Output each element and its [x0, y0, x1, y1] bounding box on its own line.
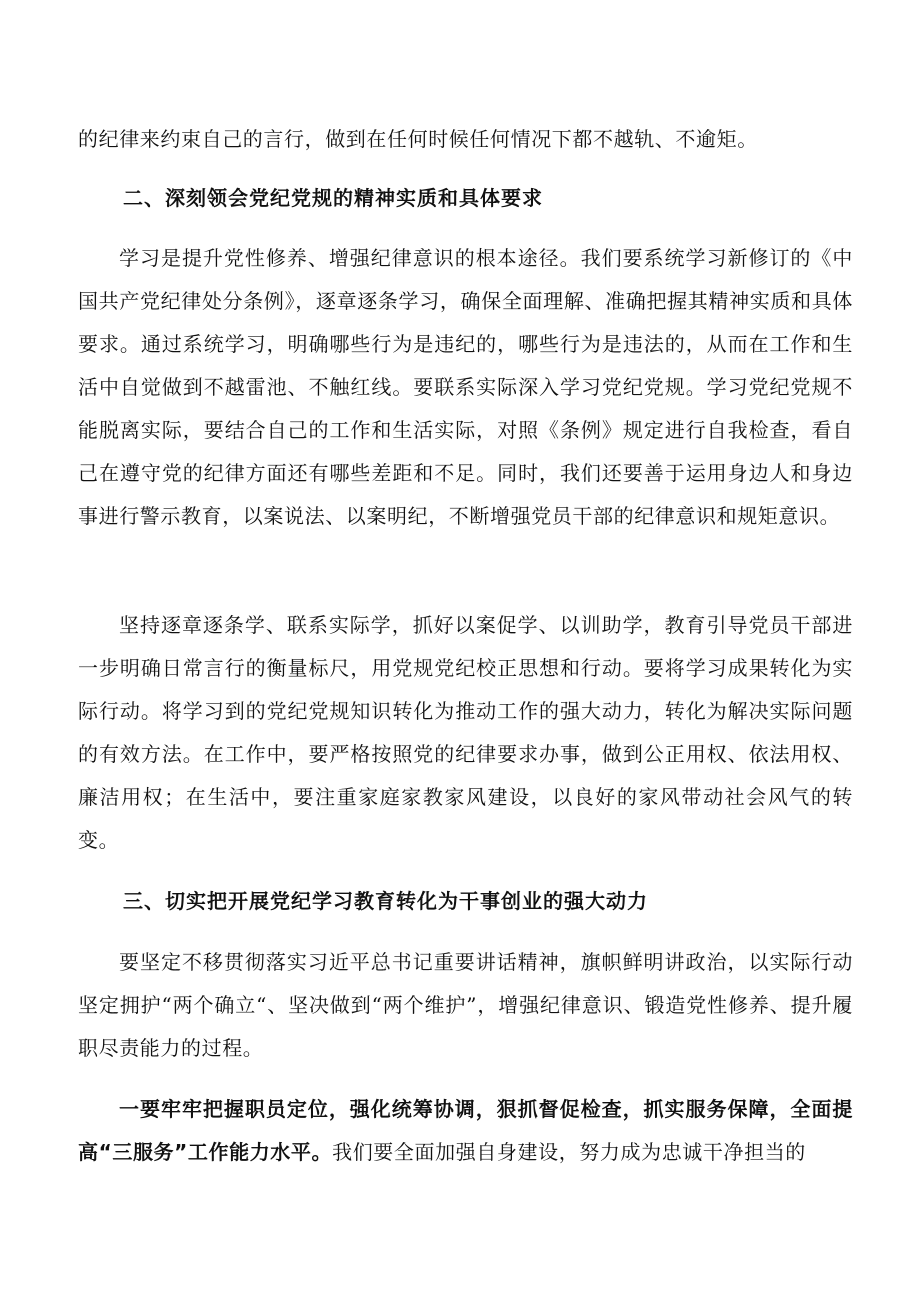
section-heading-2: 二、深刻领会党纪党规的精神实质和具体要求 — [123, 186, 543, 210]
section-heading-3: 三、切实把开展党纪学习教育转化为干事创业的强大动力 — [123, 889, 648, 913]
body-paragraph: 坚持逐章逐条学、联系实际学，抓好以案促学、以训助学，教育引导党员干部进一步明确日常言行的衡量标尺，用党规党纪校正思想和行动。要将学习成果转化为实际行动。将学习到的党纪党规知识转化为推动工作的强大动力，转化为解决实际问题的有效方法。在工作中，要严格按照党的纪律要求办事，做到公正用权、依法用权、廉洁用权；在生活中，要注重家庭家教家风建设，以良好的家风带动社会风气的转变。 — [78, 613, 853, 852]
paragraph-continuation-text: 我们要全面加强自身建设，努力成为忠诚干净担当的 — [332, 1140, 806, 1164]
body-paragraph: 学习是提升党性修养、增强纪律意识的根本途径。我们要系统学习新修订的《中国共产党纪律处分条例》，逐章逐条学习，确保全面理解、准确把握其精神实质和具体要求。通过系统学习，明确哪些行为是违纪的，哪些行为是违法的，从而在工作和生活中自觉做到不越雷池、不触红线。要联系实际深入学习党纪党规。学习党纪党规不能脱离实际，要结合自己的工作和生活实际，对照《条例》规定进行自我检查，看自己在遵守党的纪律方面还有哪些差距和不足。同时，我们还要善于运用身边人和身边事进行警示教育，以案说法、以案明纪，不断增强党员干部的纪律意识和规矩意识。 — [78, 246, 853, 528]
bold-lead-sentence: 一要牢牢把握职员定位，强化统筹协调，狠抓督促检查，抓实服务保障，全面提高“三服务”工作能力水平。 — [78, 1097, 853, 1164]
body-paragraph: 要坚定不移贯彻落实习近平总书记重要讲话精神，旗帜鲜明讲政治，以实际行动坚定拥护“两个确立“、坚决做到“两个维护”，增强纪律意识、锻造党性修养、提升履职尽责能力的过程。 — [78, 950, 853, 1060]
continuation-paragraph: 的纪律来约束自己的言行，做到在任何时候任何情况下都不越轨、不逾矩。 — [78, 127, 758, 151]
mixed-paragraph — [78, 1088, 853, 1174]
